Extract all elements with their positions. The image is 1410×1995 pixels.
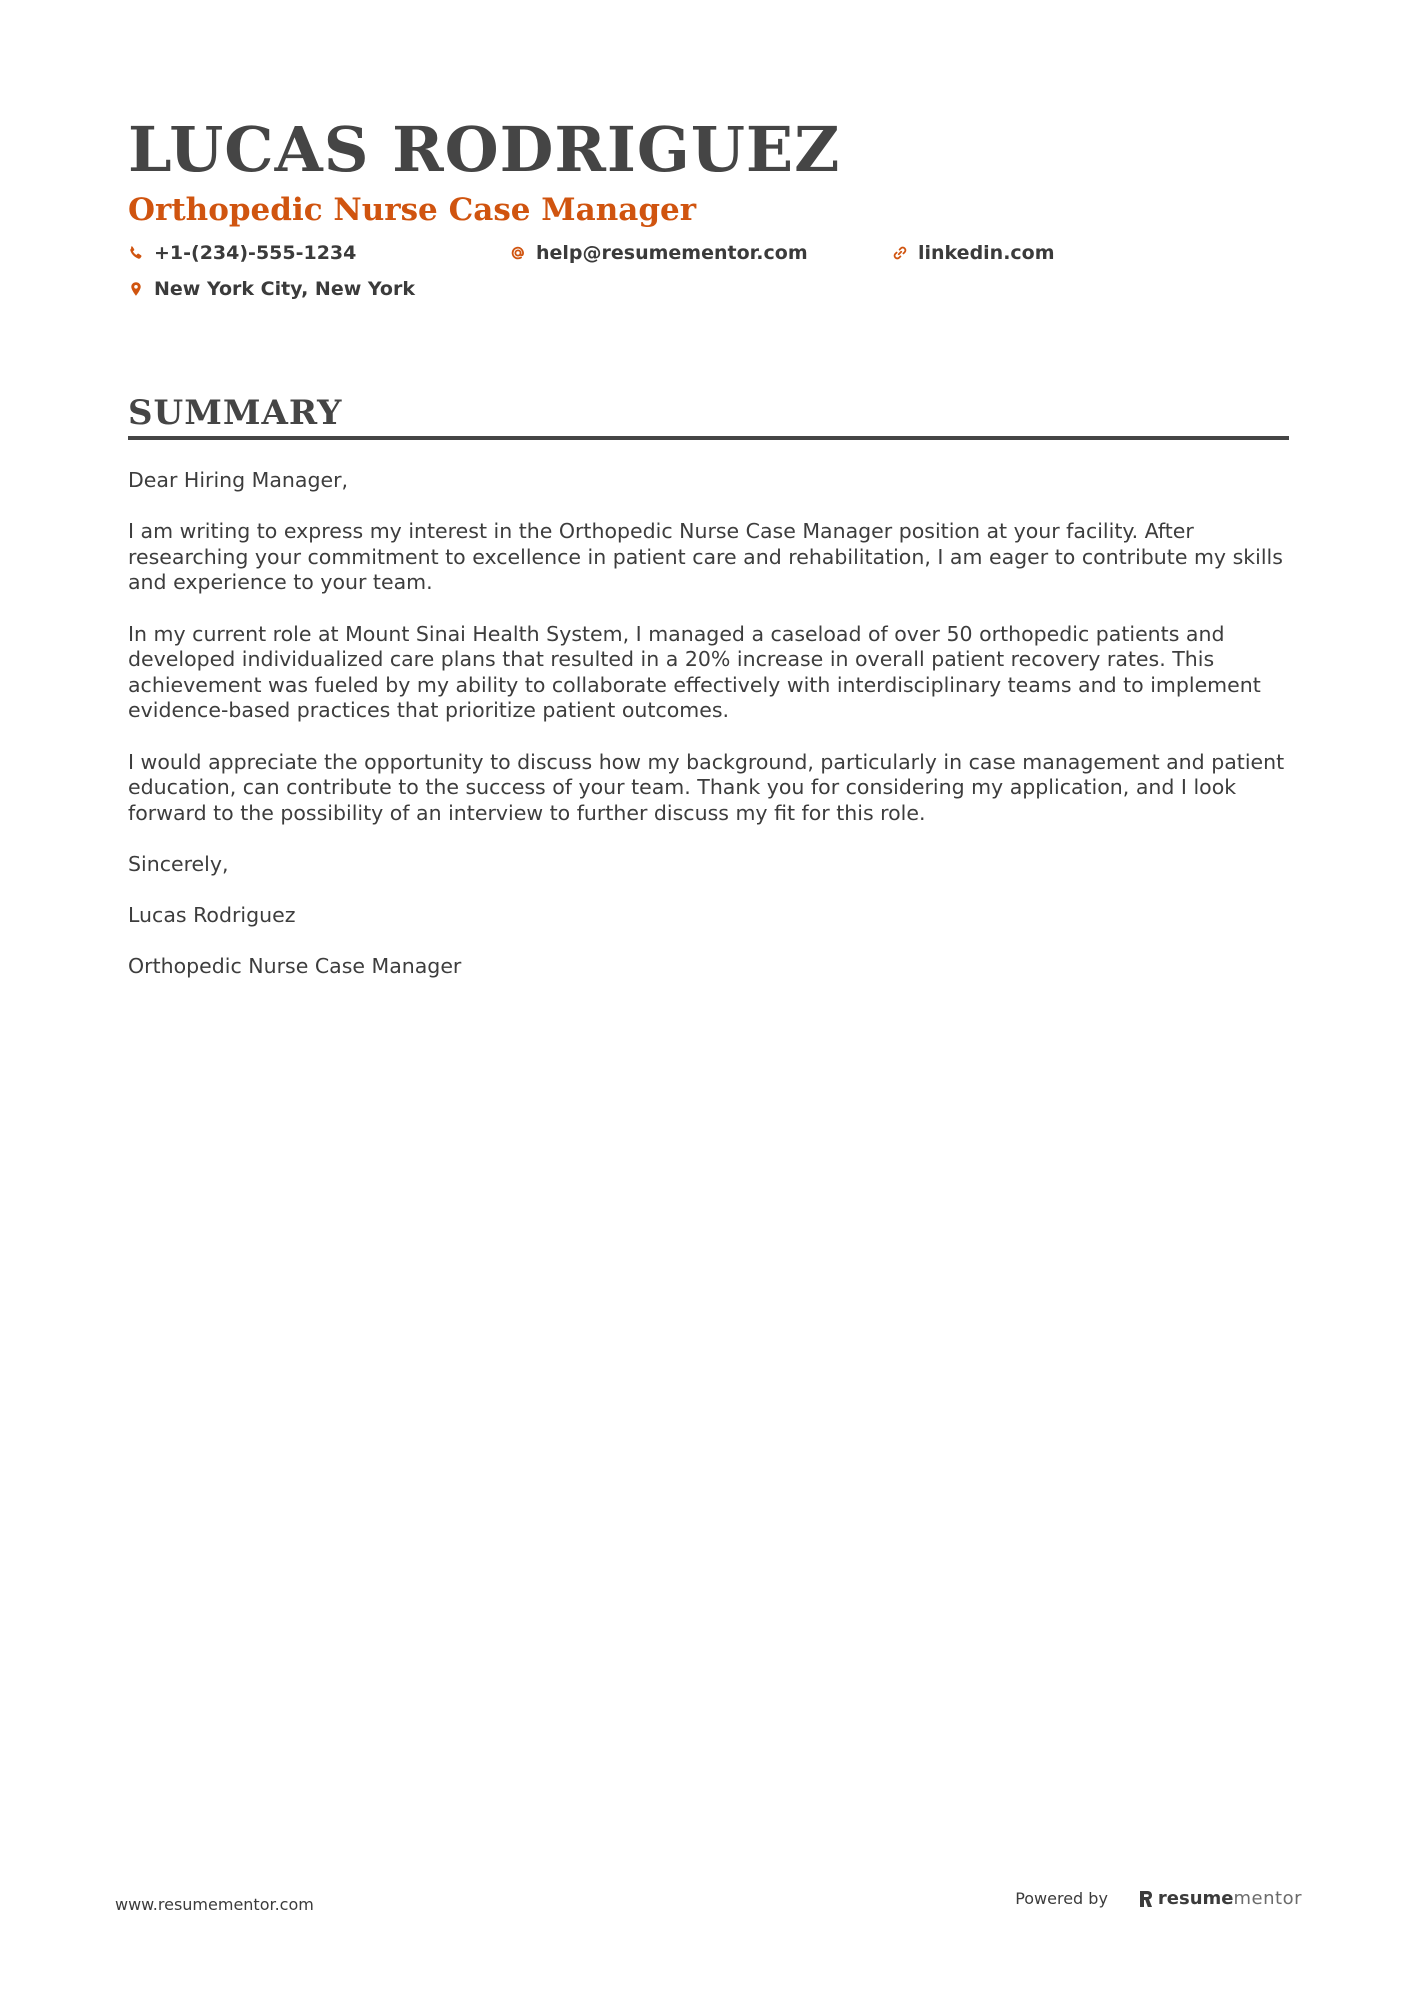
letter-paragraph: I would appreciate the opportunity to discuss how my background, particularly in case management and patient education, can contribute to the success of your team. Thank you for considering my application, and I look forward to the possibility of an interview to further discuss my fit for this role. bbox=[128, 749, 1285, 825]
link-icon bbox=[892, 245, 908, 261]
resumementor-logo-icon bbox=[1138, 1890, 1154, 1908]
location-text: New York City, New York bbox=[154, 278, 415, 300]
candidate-name: LUCAS RODRIGUEZ bbox=[128, 113, 841, 186]
brand-name-part2: mentor bbox=[1233, 1888, 1302, 1909]
email-address: help@resumementor.com bbox=[536, 242, 808, 264]
footer-website[interactable]: www.resumementor.com bbox=[115, 1895, 314, 1914]
letter-closing: Sincerely, bbox=[128, 851, 229, 876]
section-divider bbox=[128, 436, 1289, 440]
contact-info bbox=[128, 242, 1288, 322]
phone-number: +1-(234)-555-1234 bbox=[154, 242, 357, 264]
at-icon bbox=[510, 245, 526, 261]
resume-header bbox=[128, 112, 1288, 322]
job-title: Orthopedic Nurse Case Manager bbox=[128, 192, 697, 228]
brand-logo[interactable] bbox=[1138, 1888, 1302, 1909]
cover-letter-body bbox=[128, 468, 1289, 980]
contact-phone bbox=[128, 242, 356, 264]
footer-branding bbox=[1015, 1888, 1302, 1909]
letter-signature-name: Lucas Rodriguez bbox=[128, 903, 296, 928]
letter-paragraph: I am writing to express my interest in the Orthopedic Nurse Case Manager position at your facility. After researching your commitment to excellence in patient care and rehabilitation, I am eager to contribute my skills and experience to your team. bbox=[128, 519, 1283, 595]
contact-location bbox=[128, 278, 415, 300]
linkedin-link: linkedin.com bbox=[918, 242, 1055, 264]
letter-greeting: Dear Hiring Manager, bbox=[128, 468, 349, 492]
contact-linkedin[interactable] bbox=[892, 242, 1055, 264]
section-title: SUMMARY bbox=[128, 393, 343, 433]
letter-paragraph: In my current role at Mount Sinai Health System, I managed a caseload of over 50 orthopedic patients and developed individualized care plans that resulted in a 20% increase in overall patient recovery rates. This achievement was fueled by my ability to collaborate effectively with interdisciplinary teams and to implement evidence-based practices that prioritize patient outcomes. bbox=[128, 621, 1261, 723]
letter-signature-title: Orthopedic Nurse Case Manager bbox=[128, 954, 462, 979]
brand-name-part1: resume bbox=[1157, 1888, 1234, 1909]
location-pin-icon bbox=[128, 281, 144, 297]
powered-by-label: Powered by bbox=[1015, 1889, 1108, 1908]
summary-section bbox=[128, 392, 1289, 1005]
contact-email[interactable] bbox=[510, 242, 808, 264]
phone-icon bbox=[128, 245, 144, 261]
